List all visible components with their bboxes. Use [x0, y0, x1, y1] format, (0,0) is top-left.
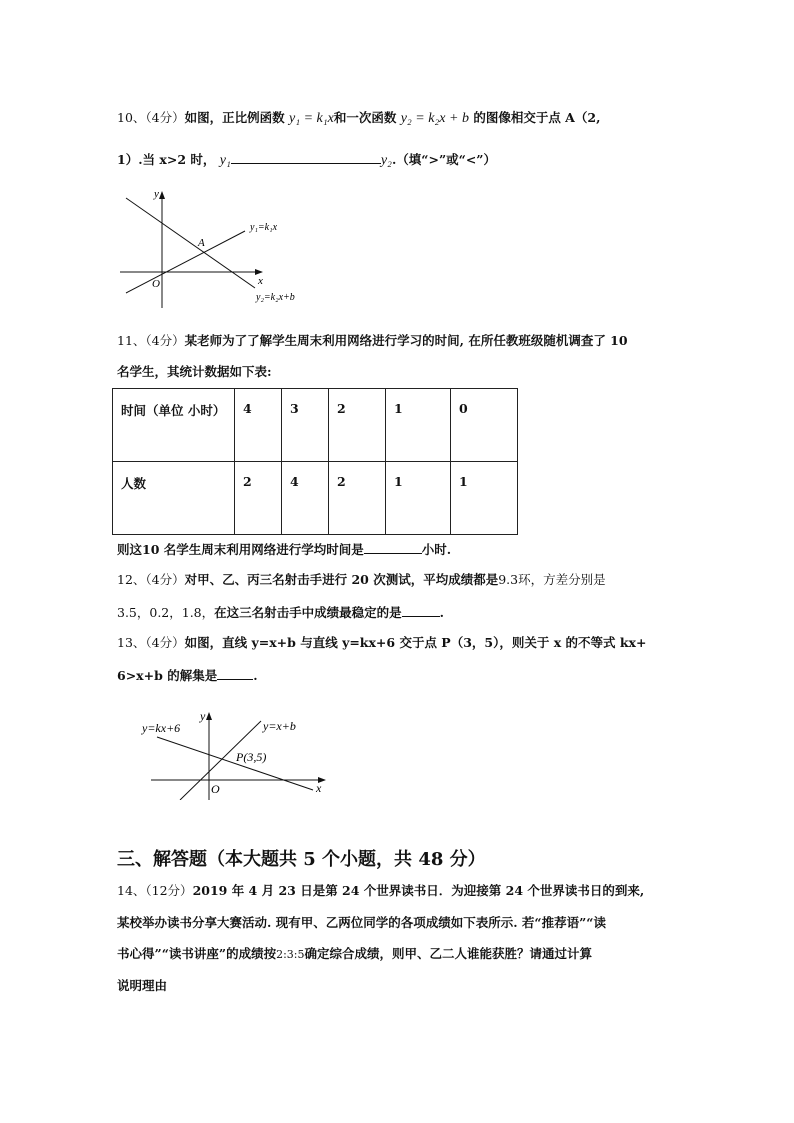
text: 6>x+b 的解集是 [117, 668, 218, 683]
text: 小时. [421, 542, 452, 557]
answer-blank[interactable] [402, 604, 440, 617]
table-cell: 时间（单位 小时） [113, 389, 235, 462]
text: 某校举办读书分享大赛活动. 现有甲、乙两位同学的各项成绩如下表所示. 若“推荐语”“读 [117, 915, 606, 930]
line-kx6 [157, 737, 313, 790]
table-row [113, 462, 518, 535]
q11-line2 [117, 364, 272, 380]
point-a-label: A [198, 237, 205, 249]
y-label: y [154, 188, 159, 200]
q10-line1 [117, 110, 600, 127]
text: 如图，直线 y=x+b 与直线 y=kx+6 交于点 P（3，5），则关于 x 的不等式 kx+ [184, 635, 647, 650]
table-cell: 2 [329, 462, 386, 535]
table-cell: 1 [451, 462, 518, 535]
table-cell: 4 [282, 462, 329, 535]
question-number: 11、（4分） [117, 333, 185, 348]
q14-line2 [117, 915, 606, 931]
math-y2: y₂ = k₂x + b [400, 111, 469, 126]
y2-label: y₂=k₂x+b [256, 292, 295, 303]
q10-figure [110, 180, 310, 310]
q14-line4 [117, 978, 167, 994]
table-cell: 4 [235, 389, 282, 462]
math-y2: y₂ [380, 153, 392, 168]
text: 3.5，0.2，1.8， [117, 605, 215, 620]
text: 说明理由 [117, 978, 168, 993]
table-row [113, 389, 518, 462]
text: . [253, 668, 258, 683]
text: 如图，正比例函数 [184, 110, 285, 125]
text: 的图像相交于点 A（2, [473, 110, 601, 125]
text: 对甲、乙、丙三名射击手进行 20 次测试，平均成绩都是 [184, 572, 499, 587]
q14-line1 [117, 883, 644, 899]
x-label: x [258, 275, 263, 287]
section-heading: 三、解答题（本大题共 5 个小题，共 48 分） [117, 849, 486, 870]
kx6-label: y=kx+6 [142, 721, 181, 735]
ratio: 2:3:5 [276, 948, 305, 961]
text: 1）.当 x>2 时， [117, 152, 216, 167]
q13-line2 [117, 667, 258, 684]
origin-label: O [211, 782, 220, 796]
table-cell: 2 [329, 389, 386, 462]
table-cell: 人数 [113, 462, 235, 535]
point-p-label: P(3,5) [236, 750, 267, 764]
table-cell: 2 [235, 462, 282, 535]
text: .（填“>”或“<”） [391, 152, 496, 167]
text: 确定综合成绩，则甲、乙二人谁能获胜？请通过计算 [304, 946, 593, 961]
text: 和一次函数 [333, 110, 397, 125]
answer-blank[interactable] [364, 541, 422, 554]
q13-line1 [117, 635, 646, 651]
q12-line2 [117, 604, 444, 621]
q13-figure [130, 700, 340, 800]
origin-label: O [152, 278, 160, 290]
line-y1 [126, 231, 245, 293]
question-number: 10、（4分） [117, 110, 185, 125]
text: . [439, 605, 445, 620]
table-cell: 1 [386, 389, 451, 462]
q11-table [112, 388, 518, 535]
table-cell: 0 [451, 389, 518, 462]
x-label: x [316, 781, 322, 795]
table-cell: 1 [386, 462, 451, 535]
xb-label: y=x+b [263, 719, 296, 733]
line-y2 [126, 198, 255, 288]
q14-line3 [117, 946, 592, 963]
q11-line3 [117, 541, 451, 558]
y1-label: y₁=k₁x [250, 222, 278, 233]
question-number: 13、（4分） [117, 635, 185, 650]
text: 名学生，其统计数据如下表: [117, 364, 272, 379]
q12-line1 [117, 572, 606, 588]
math-y1: y₁ = k₁x [288, 111, 334, 126]
question-number: 12、（4分） [117, 572, 185, 587]
q10-line2 [117, 151, 496, 169]
answer-blank[interactable] [231, 151, 381, 164]
math-y1: y₁ [219, 153, 231, 168]
text: 则这10 名学生周末利用网络进行学均时间是 [117, 542, 364, 557]
text: 某老师为了了解学生周末利用网络进行学习的时间, 在所任教班级随机调查了 10 [184, 333, 628, 348]
text: 在这三名射击手中成绩最稳定的是 [214, 605, 402, 620]
answer-blank[interactable] [217, 667, 253, 680]
text: 书心得”“读书讲座”的成绩按 [117, 946, 277, 961]
text: 9.3环，方差分别是 [498, 572, 606, 587]
table-cell: 3 [282, 389, 329, 462]
q11-line1 [117, 333, 628, 349]
text: 2019 年 4 月 23 日是第 24 个世界读书日．为迎接第 24 个世界读书日的到来, [192, 883, 645, 898]
question-number: 14、（12分） [117, 883, 193, 898]
y-label: y [200, 709, 206, 723]
